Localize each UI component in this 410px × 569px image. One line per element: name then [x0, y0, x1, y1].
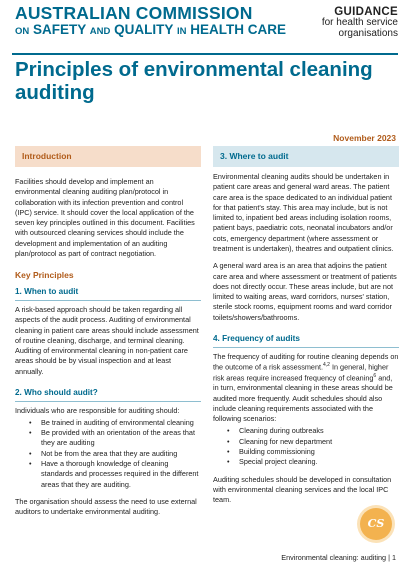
- guidance-sub2: organisations: [338, 27, 398, 39]
- page-title: Principles of environmental cleaning auditing: [15, 58, 373, 105]
- right-column: [213, 146, 399, 512]
- org-name-line2: [15, 23, 286, 37]
- list-item: • Be provided with an orientation of the areas that they are auditing: [29, 428, 201, 449]
- introduction-text: Facilities should develop and implement an environmental cleaning auditing plan/protocol in collaboration with its infection prevention and control (IPC) service. It should cover the local application of the seven key principles outlined in this document. Facilities with outsourced cleaning services should include the development and implementation of an auditing plan/protocol as part of contract negotiation.: [15, 177, 195, 259]
- section-where-to-audit-text2: A general ward area is an area that adjoins the patient care area and where assessment or treatment of patients does not directly occur. These areas include, but are not limited to waiting areas, ward corridors, nurses' station, sterile stock rooms, equipment rooms and ward corridor toilets/showers/bathrooms.: [213, 261, 397, 322]
- citation-superscript: 4,2: [323, 361, 330, 368]
- document-header: [0, 0, 410, 52]
- list-item: • Special project cleaning.: [227, 457, 399, 467]
- section-who-should-audit-text: The organisation should assess the need to use external auditors to undertake environmental auditing.: [15, 496, 197, 517]
- guidance-title: GUIDANCE: [334, 6, 398, 18]
- list-item: • Cleaning for new department: [227, 437, 399, 447]
- section-who-should-audit-heading: 2. Who should audit?: [15, 387, 201, 402]
- frequency-text-part-c: and, in turn, environmental cleaning in these areas should be audited more frequently. Audit schedules should also include cleaning requirements associated with the following scenarios:: [213, 373, 393, 424]
- list-item: • Be trained in auditing of environmental cleaning: [29, 418, 201, 428]
- publication-date: November 2023: [333, 133, 396, 143]
- guidance-sub1: for health service: [321, 17, 398, 29]
- cs-logo-badge: [360, 508, 392, 540]
- org-quality: QUALITY: [114, 22, 174, 38]
- frequency-text-part-a: The frequency of auditing for routine cleaning depends on the outcome of a risk assessment.: [213, 351, 399, 372]
- org-in: IN: [176, 26, 187, 38]
- guidance-label: [322, 6, 398, 39]
- org-health-care: HEALTH CARE: [190, 22, 286, 38]
- section-who-should-audit-intro: Individuals who are responsible for auditing should:: [15, 405, 180, 415]
- organisation-logo: [15, 4, 286, 38]
- list-item: • Cleaning during outbreaks: [227, 426, 399, 436]
- section-frequency-text2: Auditing schedules should be developed in consultation with environmental cleaning services and the local IPC team.: [213, 474, 392, 505]
- section-frequency-text: [213, 352, 399, 425]
- section-where-to-audit-heading: 3. Where to audit: [213, 146, 399, 167]
- audit-scenarios-list: [213, 426, 399, 467]
- org-safety: SAFETY: [33, 22, 87, 38]
- section-frequency-heading: 4. Frequency of audits: [213, 333, 399, 348]
- list-item: • Building commissioning: [227, 447, 399, 457]
- frequency-text-part-b: In general, higher risk areas require increased frequency of cleaning: [213, 362, 389, 383]
- citation-superscript: 6: [373, 372, 377, 379]
- section-when-to-audit-text: A risk-based approach should be taken regarding all aspects of the audit process. Auditing of environmental cleaning in patient care areas should include assessment of routine cleaning, discharge, and terminal cleaning. Auditing of environmental cleaning in non-patient care areas should be by visual inspection and at least annually.: [15, 305, 199, 376]
- left-column: [15, 146, 201, 524]
- org-name-line1: AUSTRALIAN COMMISSION: [15, 3, 253, 23]
- header-divider: [12, 53, 398, 55]
- page-footer: Environmental cleaning: auditing | 1: [281, 553, 396, 562]
- section-where-to-audit-text1: Environmental cleaning audits should be undertaken in patient care areas and general ward areas. The patient care area is the space dedicated to an individual patient for that patient's stay. This area may include, but is not limited to, inpatient bed areas including isolation rooms, patient bays, paediatric cots, neonatal incubators and/or cots, emergency department (where assessment or treatment is undertaken), theatres and outpatient clinics.: [213, 172, 394, 254]
- list-item: • Not be from the area that they are auditing: [29, 449, 201, 459]
- introduction-heading: Introduction: [15, 146, 201, 167]
- key-principles-heading: Key Principles: [15, 270, 74, 281]
- section-when-to-audit-heading: 1. When to audit: [15, 286, 201, 301]
- auditor-requirements-list: [15, 418, 201, 490]
- list-item: • Have a thorough knowledge of cleaning standards and processes required in the different areas that they are auditing.: [29, 459, 201, 490]
- badge-letters: CS: [367, 517, 385, 530]
- org-on: ON: [15, 26, 30, 38]
- org-and: AND: [89, 26, 111, 38]
